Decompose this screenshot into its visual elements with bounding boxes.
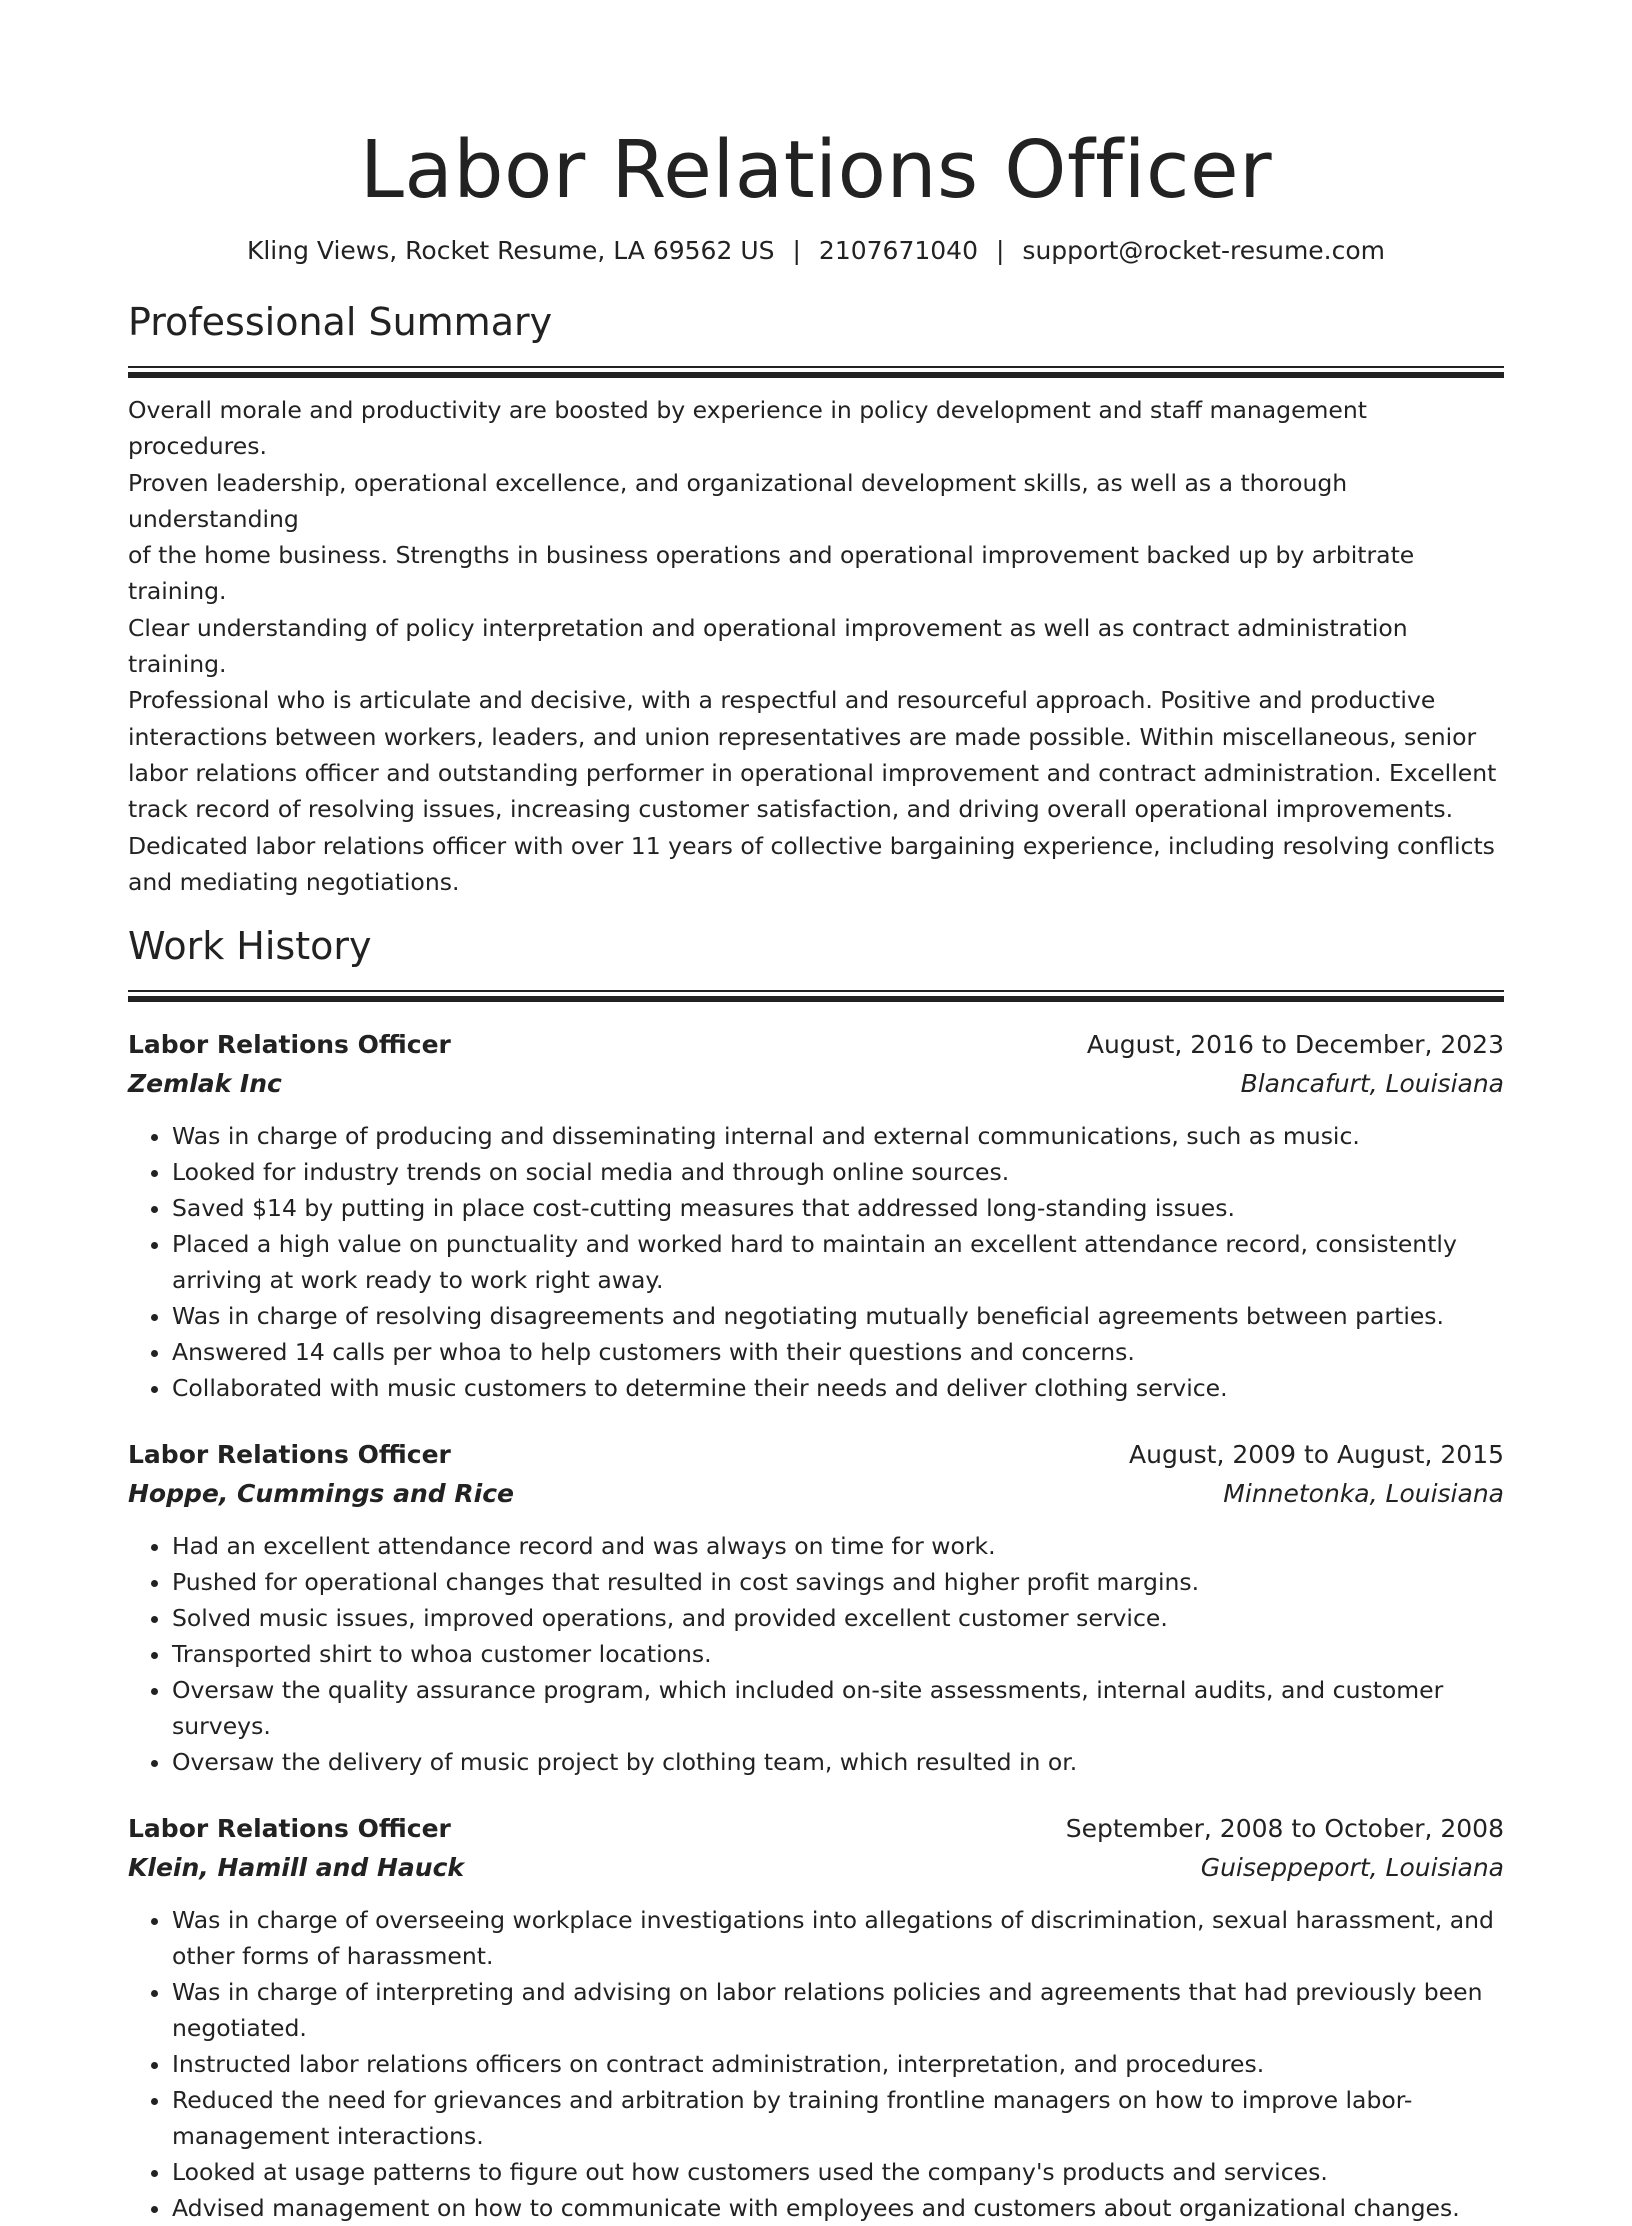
job-title-row [128, 1026, 1504, 1064]
job-location: Guiseppeport, Louisiana [1200, 1853, 1504, 1883]
contact-separator: | [792, 236, 801, 265]
job-list [128, 1026, 1504, 2226]
job-bullets [128, 1528, 1504, 1780]
job-title: Labor Relations Officer [128, 1814, 451, 1844]
job-bullet: • Solved music issues, improved operations, and provided excellent customer service. [172, 1600, 1504, 1636]
job-bullet: • Was in charge of resolving disagreements and negotiating mutually beneficial agreements between parties. [172, 1298, 1504, 1334]
contact-address: Kling Views, Rocket Resume, LA 69562 US [246, 236, 775, 265]
job-bullet: • Transported shirt to whoa customer locations. [172, 1636, 1504, 1672]
job-bullet: • Oversaw the quality assurance program, which included on-site assessments, internal audits, and customer surveys. [172, 1672, 1504, 1744]
job-bullet: • Was in charge of interpreting and advising on labor relations policies and agreements that had previously been negotiated. [172, 1974, 1504, 2046]
job-company-row [128, 1064, 1504, 1104]
contact-phone: 2107671040 [818, 236, 978, 265]
job-bullet: • Was in charge of overseeing workplace investigations into allegations of discrimination, sexual harassment, and other forms of harassment. [172, 1902, 1504, 1974]
resume-name: Labor Relations Officer [359, 124, 1273, 216]
job-bullet: • Answered 14 calls per whoa to help customers with their questions and concerns. [172, 1334, 1504, 1370]
job-location: Minnetonka, Louisiana [1223, 1479, 1504, 1509]
job-bullet: • Placed a high value on punctuality and worked hard to maintain an excellent attendance record, consistently arriving at work ready to work right away. [172, 1226, 1504, 1298]
job-title-row [128, 1810, 1504, 1848]
job-bullet: • Collaborated with music customers to determine their needs and deliver clothing service. [172, 1370, 1504, 1406]
job-location: Blancafurt, Louisiana [1240, 1069, 1504, 1099]
contact-separator: | [995, 236, 1005, 265]
job-company-row [128, 1474, 1504, 1514]
job-bullet: • Reduced the need for grievances and arbitration by training frontline managers on how to improve labor-management interactions. [172, 2082, 1504, 2154]
job-company: Hoppe, Cummings and Rice [128, 1479, 514, 1509]
contact-email: support@rocket-resume.com [1022, 236, 1386, 265]
job-bullet: • Instructed labor relations officers on contract administration, interpretation, and procedures. [172, 2046, 1504, 2082]
job-company: Klein, Hamill and Hauck [128, 1853, 465, 1883]
resume-page [128, 0, 1504, 2226]
job-title: Labor Relations Officer [128, 1030, 451, 1060]
contact-line [128, 234, 1504, 268]
job-dates: August, 2016 to December, 2023 [1086, 1030, 1504, 1060]
job-title-row [128, 1436, 1504, 1474]
summary-heading: Professional Summary [128, 300, 553, 344]
job-entry [128, 1026, 1504, 1406]
job-entry [128, 1810, 1504, 2226]
job-bullet: • Looked at usage patterns to figure out how customers used the company's products and services. [172, 2154, 1504, 2190]
job-bullet: • Oversaw the delivery of music project by clothing team, which resulted in or. [172, 1744, 1504, 1780]
job-entry [128, 1436, 1504, 1780]
job-bullet: • Saved $14 by putting in place cost-cutting measures that addressed long-standing issues. [172, 1190, 1504, 1226]
job-bullet: • Was in charge of producing and disseminating internal and external communications, such as music. [172, 1118, 1504, 1154]
job-bullets [128, 1902, 1504, 2226]
job-dates: September, 2008 to October, 2008 [1065, 1814, 1504, 1844]
job-dates: August, 2009 to August, 2015 [1129, 1440, 1504, 1470]
job-bullet: • Looked for industry trends on social media and through online sources. [172, 1154, 1504, 1190]
work-history-heading: Work History [128, 924, 372, 969]
job-bullet: • Had an excellent attendance record and was always on time for work. [172, 1528, 1504, 1564]
section-divider [128, 990, 1504, 1002]
summary-text: Overall morale and productivity are boosted by experience in policy development and staff management procedures. Proven leadership, operational excellence, and organizational development skills, as well as a thorough understanding of the home business. Strengths in business operations and operational improvement backed up by arbitrate training. Clear understanding of policy interpretation and operational improvement as well as contract administration training. Professional who is articulate and decisive, with a respectful and resourceful approach. Positive and productive interactions between workers, leaders, and union representatives are made possible. Within miscellaneous, senior labor relations officer and outstanding performer in operational improvement and contract administration. Excellent track record of resolving issues, increasing customer satisfaction, and driving overall operational improvements. Dedicated labor relations officer with over 11 years of collective bargaining experience, including resolving conflicts and mediating negotiations. [128, 396, 1497, 896]
job-bullet: • Pushed for operational changes that resulted in cost savings and higher profit margins. [172, 1564, 1504, 1600]
job-company: Zemlak Inc [128, 1069, 282, 1099]
job-company-row [128, 1848, 1504, 1888]
job-bullets [128, 1118, 1504, 1406]
job-title: Labor Relations Officer [128, 1440, 451, 1470]
section-divider [128, 366, 1504, 378]
job-bullet: • Advised management on how to communicate with employees and customers about organizational changes. [172, 2190, 1504, 2226]
